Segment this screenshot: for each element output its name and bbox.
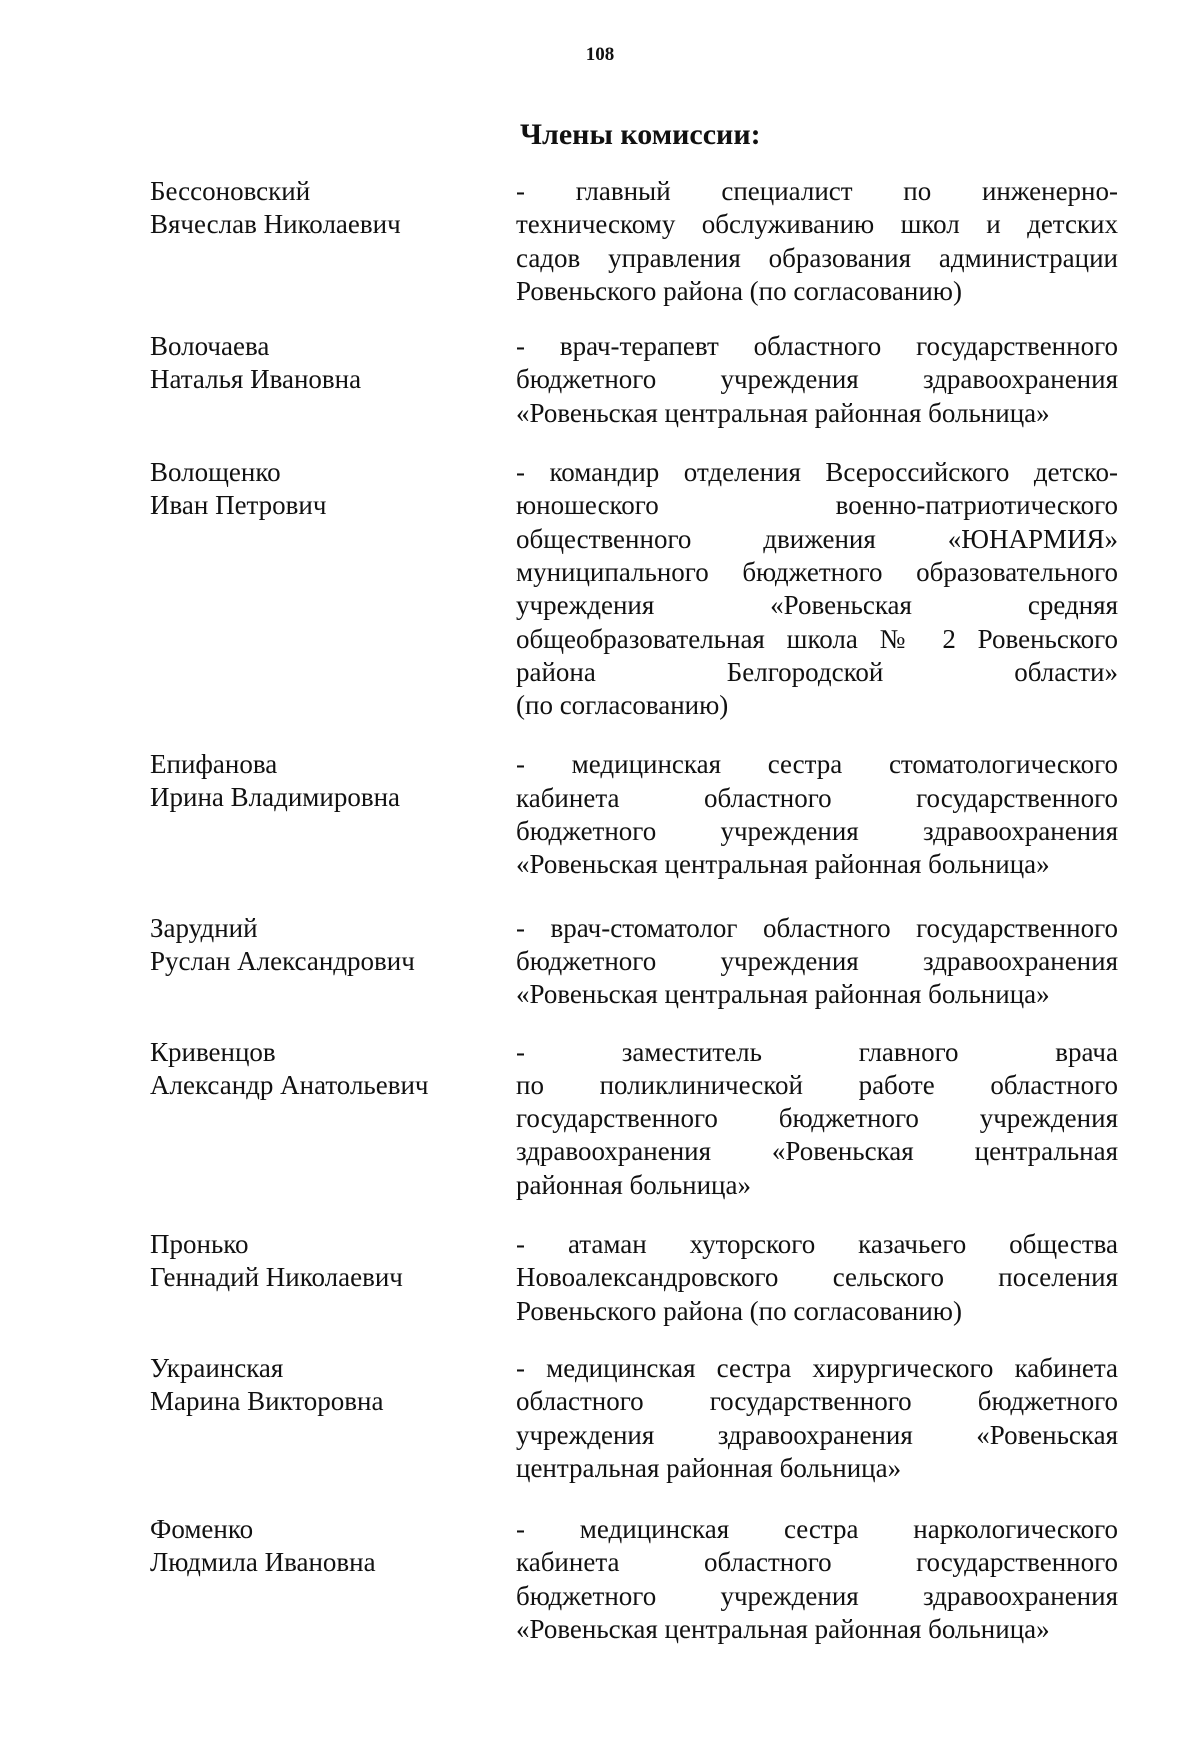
- page-number: 108: [585, 44, 615, 65]
- position-line: «Ровеньская центральная районная больница»: [516, 849, 1050, 880]
- position-line: Ровеньского района (по согласованию): [516, 1295, 962, 1326]
- position-line: здравоохранения «Ровеньская центральная: [516, 1136, 1118, 1167]
- position-line: - заместитель главного врача: [516, 1036, 1118, 1067]
- position-line: техническому обслуживанию школ и детских: [516, 209, 1118, 240]
- position-line: «Ровеньская центральная районная больница»: [516, 397, 1050, 428]
- member-position: [516, 1036, 1118, 1202]
- position-line: бюджетного учреждения здравоохранения: [516, 1580, 1118, 1611]
- member-position: [516, 330, 1118, 430]
- position-line: общеобразовательная школа № 2 Ровеньского: [516, 623, 1118, 654]
- member-entry: [150, 330, 1118, 430]
- position-line: Новоалександровского сельского поселения: [516, 1262, 1118, 1293]
- member-entry: [150, 1036, 1118, 1202]
- member-position: [516, 1228, 1118, 1328]
- position-line: общественного движения «ЮНАРМИЯ»: [516, 523, 1118, 554]
- position-line: кабинета областного государственного: [516, 1547, 1118, 1578]
- member-given-name: Иван Петрович: [150, 490, 327, 521]
- position-line: государственного бюджетного учреждения: [516, 1103, 1118, 1134]
- position-line: муниципального бюджетного образовательного: [516, 556, 1118, 587]
- member-name: [150, 1352, 516, 1418]
- member-position: [516, 456, 1118, 722]
- member-name: [150, 456, 516, 522]
- member-position: [516, 912, 1118, 1012]
- member-given-name: Геннадий Николаевич: [150, 1262, 403, 1293]
- position-line: - врач-стоматолог областного государственного: [516, 912, 1118, 943]
- position-line: центральная районная больница»: [516, 1452, 902, 1483]
- position-line: учреждения здравоохранения «Ровеньская: [516, 1419, 1118, 1450]
- member-position: [516, 175, 1118, 308]
- position-line: - атаман хуторского казачьего общества: [516, 1229, 1118, 1260]
- member-surname: Фоменко: [150, 1514, 254, 1545]
- member-surname: Волощенко: [150, 457, 281, 488]
- member-surname: Пронько: [150, 1229, 249, 1260]
- member-surname: Украинская: [150, 1352, 284, 1383]
- position-line: района Белгородской области»: [516, 656, 1118, 687]
- member-given-name: Руслан Александрович: [150, 945, 415, 976]
- member-position: [516, 1352, 1118, 1485]
- member-position: [516, 748, 1118, 881]
- position-line: бюджетного учреждения здравоохранения: [516, 364, 1118, 395]
- position-line: бюджетного учреждения здравоохранения: [516, 816, 1118, 847]
- member-surname: Волочаева: [150, 331, 270, 362]
- member-surname: Бессоновский: [150, 176, 311, 206]
- position-line: - главный специалист по инженерно-: [516, 176, 1118, 206]
- position-line: юношеского военно-патриотического: [516, 490, 1118, 521]
- member-entry: [150, 748, 1118, 881]
- member-name: [150, 748, 516, 814]
- member-entry: [150, 1352, 1118, 1485]
- position-line: бюджетного учреждения здравоохранения: [516, 945, 1118, 976]
- member-name: [150, 175, 516, 241]
- member-given-name: Наталья Ивановна: [150, 364, 362, 395]
- position-line: Ровеньского района (по согласованию): [516, 275, 962, 306]
- position-line: «Ровеньская центральная районная больница»: [516, 979, 1050, 1010]
- member-name: [150, 1228, 516, 1294]
- member-position: [516, 1513, 1118, 1646]
- members-list: [150, 175, 1118, 1646]
- member-name: [150, 1036, 516, 1102]
- position-line: - медицинская сестра стоматологического: [516, 749, 1118, 780]
- member-given-name: Ирина Владимировна: [150, 782, 401, 813]
- position-line: областного государственного бюджетного: [516, 1386, 1118, 1417]
- member-given-name: Вячеслав Николаевич: [150, 209, 401, 239]
- member-surname: Зарудний: [150, 912, 258, 943]
- member-given-name: Марина Викторовна: [150, 1385, 384, 1416]
- member-entry: [150, 456, 1118, 722]
- position-line: районная больница»: [516, 1169, 751, 1200]
- position-line: садов управления образования администрации: [516, 242, 1118, 273]
- position-line: - командир отделения Всероссийского детско-: [516, 457, 1118, 488]
- section-heading: Члены комиссии:: [520, 118, 761, 151]
- member-entry: [150, 175, 1118, 308]
- position-line: - медицинская сестра наркологического: [516, 1514, 1118, 1545]
- member-name: [150, 1513, 516, 1579]
- position-line: кабинета областного государственного: [516, 782, 1118, 813]
- position-line: (по согласованию): [516, 690, 729, 721]
- position-line: «Ровеньская центральная районная больница»: [516, 1613, 1050, 1644]
- member-entry: [150, 912, 1118, 1012]
- member-surname: Кривенцов: [150, 1036, 276, 1067]
- member-name: [150, 912, 516, 978]
- position-line: - врач-терапевт областного государственного: [516, 331, 1118, 362]
- member-entry: [150, 1228, 1118, 1328]
- member-given-name: Людмила Ивановна: [150, 1547, 376, 1578]
- position-line: по поликлинической работе областного: [516, 1069, 1118, 1100]
- position-line: учреждения «Ровеньская средняя: [516, 590, 1118, 621]
- member-surname: Епифанова: [150, 749, 278, 780]
- member-name: [150, 330, 516, 396]
- position-line: - медицинская сестра хирургического кабинета: [516, 1352, 1118, 1383]
- member-entry: [150, 1513, 1118, 1646]
- member-given-name: Александр Анатольевич: [150, 1069, 429, 1100]
